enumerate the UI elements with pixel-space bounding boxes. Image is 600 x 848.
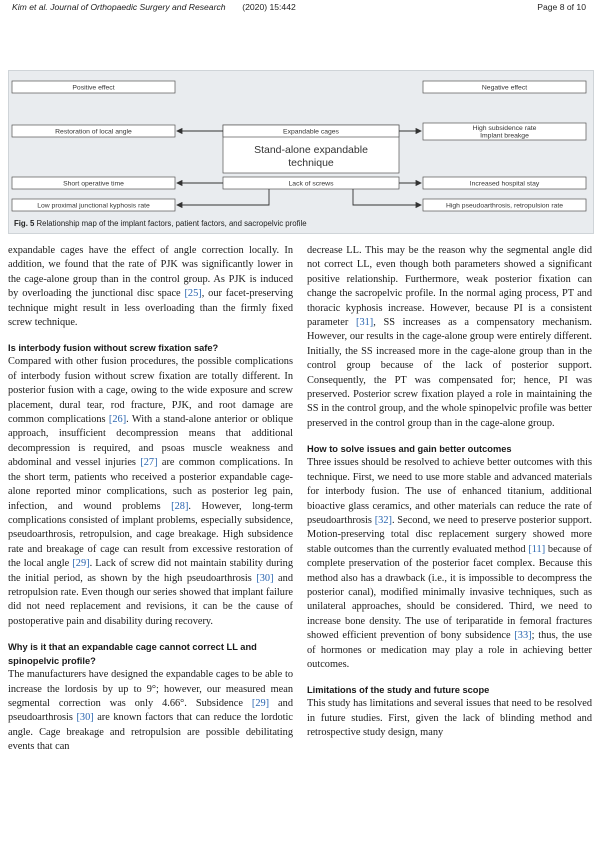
section-heading-interbody-fusion: Is interbody fusion without screw fixation safe? bbox=[8, 343, 219, 354]
low-pjk-label: Low proximal junctional kyphosis rate bbox=[37, 202, 150, 210]
positive-effect-label: Positive effect bbox=[72, 84, 115, 92]
arrow-to-high-pseudo bbox=[353, 189, 421, 205]
subsidence-label-line2: Implant breakge bbox=[480, 132, 529, 140]
left-paragraph-2: Compared with other fusion procedures, the possible complications of interbody fusion without screw fixation are totally different. In posterior fusion with a cage, owing to the wide exposure and screw placement, dural tear, rod fracture, PJK, and root damage are common complications [26]. With a stand-alone anterior or oblique approach, insufficient decompression means that additional decompression is required, and psoas muscle weakness and abdominal and vessel injuries [27] are common complications. In the short term, patients who received a posterior expandable cage-alone reported minor complications, such as posterior leg pain, infection, and wound problems [28]. However, long-term complications consisted of implant problems, especially subsidence, pseudoarthrosis, retropulsion, and cage breakage. High subsidence rate and breakage of cage can result from excessive restoration of the local angle [29]. Lack of screw did not maintain stability during the initial period, as shown by the high pseudoarthrosis [30] and retropulsion rate. Even though our series showed that implant failure did not need replacement and revisions, it can be the cause of postoperative pain and disability during recovery. bbox=[8, 356, 293, 627]
citation-link[interactable]: [31] bbox=[356, 317, 374, 329]
subsidence-label-line1: High subsidence rate bbox=[472, 125, 537, 132]
citation-link[interactable]: [29] bbox=[72, 558, 90, 570]
figure-label: Fig. 5 bbox=[14, 219, 35, 228]
negative-effect-label: Negative effect bbox=[481, 84, 528, 92]
left-paragraph-1: expandable cages have the effect of angle correction locally. In addition, we found that the rate of PJK was significantly lower in the cage-alone group than in the control group. As PJK is induced by overloading the junctional disc space [25], our facet-preserving technique might result in less overloading than the firmly fixed screw technique. bbox=[8, 245, 293, 329]
section-heading-limitations: Limitations of the study and future scope bbox=[307, 685, 490, 696]
journal-name: Kim et al. Journal of Orthopaedic Surgery and Research bbox=[12, 2, 226, 12]
right-paragraph-3: This study has limitations and several issues that need to be resolved in future studies. First, given the lack of blinding method and retrospective study design, many bbox=[307, 698, 592, 739]
figure-caption bbox=[14, 219, 307, 228]
center-title-line1: Stand-alone expandable bbox=[254, 144, 368, 156]
center-title-line2: technique bbox=[288, 157, 334, 169]
journal-volume: (2020) 15:442 bbox=[242, 2, 296, 12]
section-heading-better-outcomes: How to solve issues and gain better outcomes bbox=[307, 444, 512, 455]
left-column bbox=[8, 244, 293, 755]
citation-link[interactable]: [27] bbox=[140, 457, 158, 469]
page-header bbox=[12, 2, 586, 16]
right-paragraph-2: Three issues should be resolved to achieve better outcomes with this technique. First, we need to use more stable and advanced materials for interbody fusion. The use of enhanced titanium, additional bioactive glass ceramics, and other materials can reduce the rate of pseudoarthrosis [32]. Second, we need to preserve posterior support. Motion-preserving total disc replacement surgery showed more stable outcomes than the currently evaluated method [11] because of complete preservation of the posterior facet complex. Because this method also has a drawback (i.e., it is impossible to decompress the posterior canal), modified minimally invasive techniques, such as unilateral approaches, should be considered. Third, we need to increase bone density. The use of teriparatide in femoral fractures showed efficient prevention of bony subsidence [33]; thus, the use of hormones or medication may play a role in achieving better outcomes. bbox=[307, 457, 593, 670]
right-column bbox=[307, 244, 592, 741]
citation-link[interactable]: [11] bbox=[528, 543, 546, 555]
citation-link[interactable]: [25] bbox=[184, 288, 202, 300]
citation-link[interactable]: [30] bbox=[256, 572, 274, 584]
citation-link[interactable]: [33] bbox=[514, 630, 532, 642]
left-paragraph-3: The manufacturers have designed the expandable cages to be able to increase the lordosis by up to 9°; however, our measured mean segmental correction was only 4.66°. Subsidence [29] and pseudoarthrosis [30] are known factors that can reduce the lordotic angle. Cage breakage and retropulsion are possible debilitating events that can bbox=[8, 669, 293, 753]
citation-link[interactable]: [32] bbox=[374, 514, 392, 526]
short-time-label: Short operative time bbox=[63, 180, 124, 188]
right-paragraph-1: decrease LL. This may be the reason why the segmental angle did not correct LL, even though both parameters showed a significant positive relationship. Furthermore, weak posterior fixation can change the sacropelvic profile. In the normal aging process, PT and thoracic kyphosis increase. However, because PI is a consistent parameter [31], SS increases as a compensatory mechanism. However, our results in the cage-alone group were entirely different. Initially, the SS increased more in the cage-alone group than in the control group because of the lack of posterior support. Consequently, the PT was compensated for; hence, PI was preserved. Posterior screw fixation played a role in maintaining the SS in the control group, and the whole spinopelvic profile was better preserved in the control group than in the cage-alone group. bbox=[307, 245, 593, 429]
citation-link[interactable]: [28] bbox=[171, 500, 189, 512]
section-heading-expandable-cage: Why is it that an expandable cage cannot correct LL and spinopelvic profile? bbox=[8, 642, 257, 667]
citation-link[interactable]: [30] bbox=[76, 712, 94, 724]
citation-link[interactable]: [29] bbox=[251, 697, 270, 709]
high-pseudo-label: High pseudoarthrosis, retropulsion rate bbox=[445, 202, 564, 210]
page-number: Page 8 of 10 bbox=[537, 2, 586, 12]
expandable-cages-label: Expandable cages bbox=[283, 128, 339, 136]
figure-5 bbox=[8, 70, 594, 234]
figure-caption-text: Relationship map of the implant factors, patient factors, and sacropelvic profile bbox=[36, 219, 307, 228]
lack-of-screws-label: Lack of screws bbox=[288, 180, 334, 188]
citation-link[interactable]: [26] bbox=[108, 414, 127, 426]
restoration-label: Restoration of local angle bbox=[55, 128, 132, 136]
arrow-to-low-pjk bbox=[177, 189, 269, 205]
relationship-map-diagram bbox=[9, 71, 593, 217]
hospital-stay-label: Increased hospital stay bbox=[469, 180, 540, 188]
